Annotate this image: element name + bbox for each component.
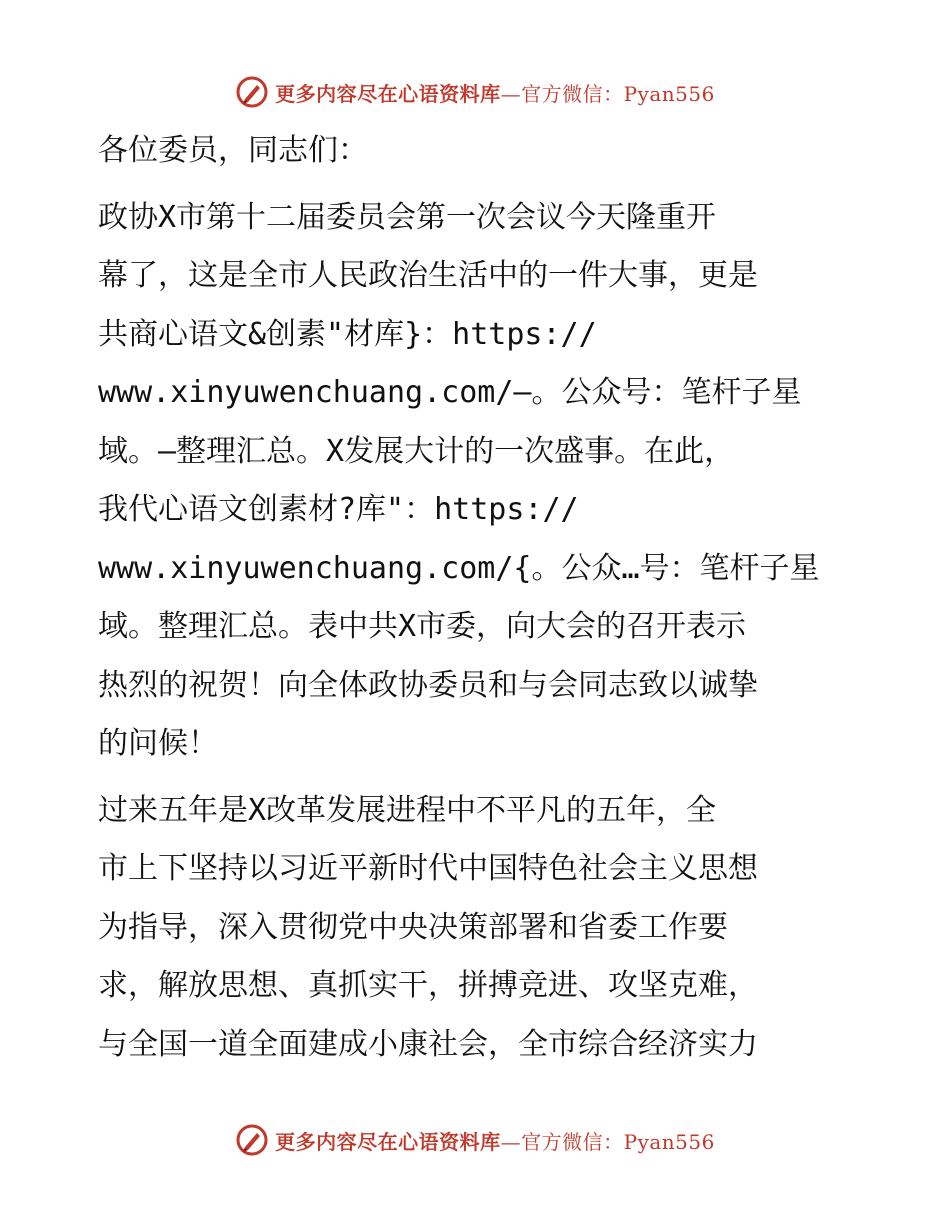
header-brand-text: 更多内容尽在心语资料库: [275, 81, 501, 106]
paragraph-opening: 政协X市第十二届委员会第一次会议今天隆重开 幕了，这是全市人民政治生活中的一件大事，更是 共商心语文&创素"材库}：https:// www.xinyuwenchuang.com/—。公众号：笔杆子星 域。—整理汇总。X发展大计的一次盛事。在此， 我代心语文创素材?库"：https:// www.xinyuwenchuang.com/{。公众…号：笔杆子星 域。整理汇总。表中共X市委，向大会的召开表示 热烈的祝贺！向全体政协委员和与会同志致以诚挚 的问候！: [98, 199, 820, 761]
header-separator: —: [500, 81, 522, 106]
greeting-line: 各位委员，同志们：: [98, 133, 368, 168]
footer-separator: —: [500, 1129, 522, 1154]
paragraph-review: 过来五年是X改革发展进程中不平凡的五年，全 市上下坚持以习近平新时代中国特色社会主义思想 为指导，深入贯彻党中央决策部署和省委工作要 求，解放思想、真抓实干，拼搏竞进、攻坚克难， 与全国一道全面建成小康社会，全市综合经济实力: [98, 792, 758, 1062]
page-header-banner: [0, 72, 950, 112]
header-official-label: 官方微信：: [521, 81, 624, 106]
footer-official-label: 官方微信：: [521, 1129, 624, 1154]
pen-in-circle-icon: [235, 1123, 269, 1157]
page-footer-banner: [0, 1120, 950, 1160]
footer-banner-text: [275, 1126, 715, 1155]
pen-in-circle-icon: [235, 75, 269, 109]
header-wechat-id: Pyan556: [623, 81, 715, 106]
footer-brand-text: 更多内容尽在心语资料库: [275, 1129, 501, 1154]
header-banner-text: [275, 78, 715, 107]
document-body: [98, 122, 858, 1074]
footer-wechat-id: Pyan556: [623, 1129, 715, 1154]
